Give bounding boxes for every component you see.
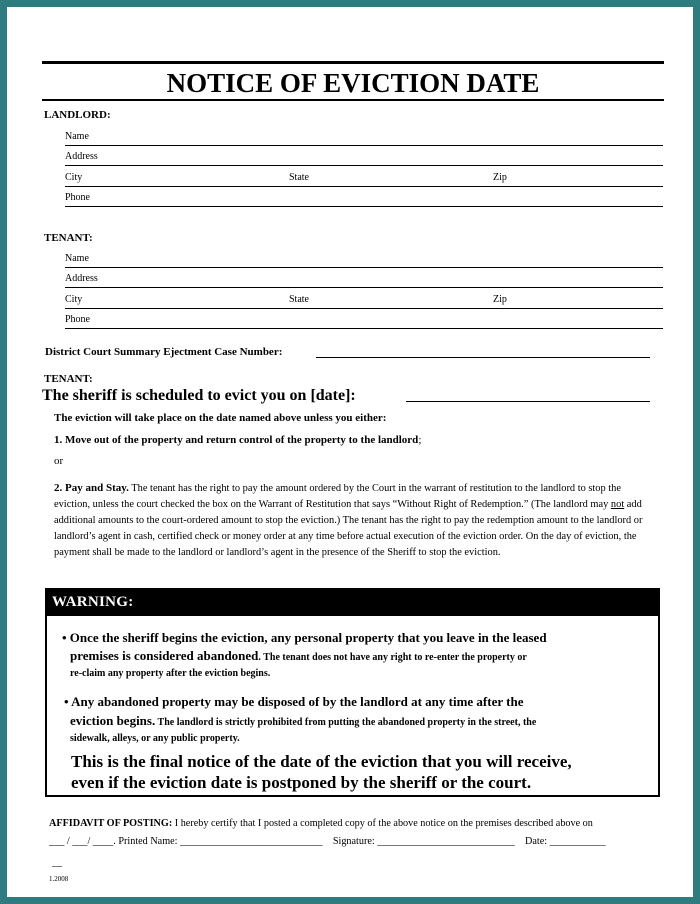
affidavit-text: I hereby certify that I posted a completed copy of the above notice on the premises described above on — [172, 818, 593, 829]
affidavit-trailing-blank: __ — [52, 857, 62, 868]
affidavit-signature-row — [49, 833, 659, 851]
warning-bullet-2-line-2 — [70, 712, 536, 731]
signature-date-field[interactable]: Date: ___________ — [524, 836, 606, 847]
tenant-phone-field[interactable] — [65, 314, 663, 329]
warning-bullet-2-detail: The landlord is strictly prohibited from putting the abandoned property in the street, the — [155, 717, 537, 728]
tenant-name-label: Name — [65, 253, 89, 264]
page-title: NOTICE OF EVICTION DATE — [166, 68, 540, 98]
tenant-address-label: Address — [65, 273, 98, 284]
case-number-field[interactable] — [316, 357, 650, 358]
landlord-phone-field[interactable] — [65, 192, 663, 207]
warning-bullet-1-line-3: re-claim any property after the eviction begins. — [70, 668, 271, 679]
warning-bullet-2-emphasis: eviction begins. — [70, 713, 156, 728]
tenant-label: TENANT: — [44, 232, 93, 244]
final-notice — [71, 751, 651, 793]
landlord-phone-label: Phone — [65, 192, 90, 203]
option-1-end: ; — [418, 434, 422, 446]
option-2-text-1: The tenant has the right to pay the amount ordered by the Court in the warrant of restitution to the landlord to stop the eviction, unless the court checked the box on the Warrant of Restitution that says “Without Right of Redemption.” (The landlord may — [54, 483, 621, 510]
tenant-address-field[interactable] — [65, 273, 663, 288]
affidavit-of-posting — [49, 815, 659, 833]
affidavit-date-field[interactable]: ___ / ___/ ____. — [49, 836, 116, 847]
option-2-pay-and-stay — [54, 480, 654, 561]
option-2-title: 2. Pay and Stay. — [54, 482, 129, 494]
tenant-label-2: TENANT: — [44, 373, 93, 385]
final-notice-line-1: This is the final notice of the date of the eviction that you will receive, — [71, 752, 572, 771]
title-rule — [42, 99, 664, 101]
option-1-move-out — [54, 433, 421, 447]
sheriff-date-line: The sheriff is scheduled to evict you on [date]: — [42, 387, 356, 404]
or-text: or — [54, 455, 64, 467]
tenant-city-label: City — [65, 294, 83, 305]
option-2-not: not — [610, 499, 625, 510]
printed-name-field[interactable]: Printed Name: ____________________________ — [115, 836, 323, 847]
warning-title: WARNING: — [52, 594, 134, 610]
tenant-name-field[interactable] — [65, 253, 663, 268]
landlord-city-state-zip-field[interactable] — [65, 172, 663, 187]
landlord-label: LANDLORD: — [44, 109, 111, 121]
option-1-text: 1. Move out of the property and return control of the property to the landlord — [54, 434, 419, 446]
tenant-state-label: State — [289, 294, 309, 305]
case-number-label: District Court Summary Ejectment Case Number: — [45, 346, 283, 358]
tenant-phone-label: Phone — [65, 314, 90, 325]
warning-header-bar — [45, 588, 658, 616]
landlord-zip-label: Zip — [493, 172, 507, 183]
eviction-date-field[interactable] — [406, 401, 650, 402]
warning-bullet-1-line-1: • Once the sheriff begins the eviction, any personal property that you leave in the leased — [62, 630, 547, 645]
warning-bullet-1-line-2 — [70, 647, 527, 666]
top-rule — [42, 61, 664, 64]
form-page — [7, 7, 693, 897]
landlord-address-label: Address — [65, 151, 98, 162]
landlord-state-label: State — [289, 172, 309, 183]
form-version: 1.2008 — [49, 875, 69, 883]
affidavit-label: AFFIDAVIT OF POSTING: — [49, 818, 173, 829]
tenant-zip-label: Zip — [493, 294, 507, 305]
warning-bullet-2-line-1: • Any abandoned property may be disposed of by the landlord at any time after the — [64, 694, 524, 709]
final-notice-line-2: even if the eviction date is postponed by the sheriff or the court. — [71, 773, 532, 792]
option-2-text-2: add additional amounts to the court-ordered amount to stop the eviction.) The tenant has the right to pay the redemption amount to the landlord or landlord’s agent in cash, certified check or money order at any time before actual execution of the eviction order. On the day of eviction, the payment shall be made to the landlord or landlord’s agent in the presence of the Sheriff to stop the eviction. — [54, 499, 643, 558]
signature-field[interactable]: Signature: ___________________________ — [332, 836, 515, 847]
landlord-address-field[interactable] — [65, 151, 663, 166]
tenant-city-state-zip-field[interactable] — [65, 294, 663, 309]
landlord-name-label: Name — [65, 131, 89, 142]
warning-bullet-1-detail: . The tenant does not have any right to re-enter the property or — [258, 652, 527, 663]
landlord-city-label: City — [65, 172, 83, 183]
warning-bullet-2-line-3: sidewalk, alleys, or any public property. — [70, 733, 240, 744]
eviction-intro: The eviction will take place on the date named above unless you either: — [54, 412, 387, 424]
warning-bullet-1-emphasis: premises is considered abandoned — [70, 648, 259, 663]
landlord-name-field[interactable] — [65, 131, 663, 146]
